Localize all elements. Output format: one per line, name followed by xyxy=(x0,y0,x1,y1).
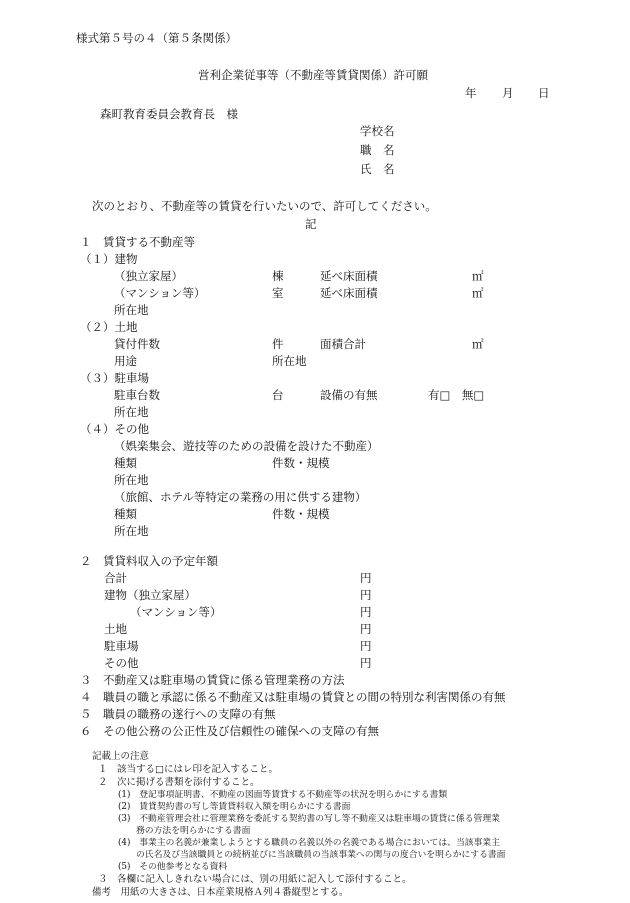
income-parking: 駐車場 xyxy=(104,639,139,653)
building-location: 所在地 xyxy=(114,303,149,317)
note-1: １ 該当する□にはレ印を記入すること。 xyxy=(98,764,278,775)
note-2-5: (5) その他参考となる資料 xyxy=(118,862,228,872)
building-mansion-m2: ㎡ xyxy=(472,286,484,300)
note-2-4a: (4) 事業主の名義が兼業しようとする職員の名義以外の名義である場合においては、当該事業主 xyxy=(118,838,500,848)
income-land-yen: 円 xyxy=(360,622,372,636)
other-b-scale: 件数・規模 xyxy=(272,507,330,521)
section-4: ４ 職員の職と承認に係る不動産又は駐車場の賃貸との間の特別な利害関係の有無 xyxy=(80,690,506,704)
income-mansion: （マンション等） xyxy=(130,605,222,619)
building-label: （１）建物 xyxy=(80,252,138,266)
land-count-unit: 件 xyxy=(272,337,284,351)
income-total-yen: 円 xyxy=(360,571,372,585)
other-a-type: 種類 xyxy=(114,456,137,470)
date-month: 月 xyxy=(502,86,514,100)
parking-facility: 設備の有無 xyxy=(320,388,378,402)
land-use: 用途 xyxy=(114,354,137,368)
applicant-school: 学校名 xyxy=(360,124,395,138)
building-detached-m2: ㎡ xyxy=(472,269,484,283)
notes-heading: 記載上の注意 xyxy=(92,751,150,762)
building-detached-area: 延べ床面積 xyxy=(320,269,378,283)
income-other-yen: 円 xyxy=(360,656,372,670)
income-mansion-yen: 円 xyxy=(360,605,372,619)
applicant-position: 職 名 xyxy=(360,143,395,157)
ki-mark: 記 xyxy=(305,217,317,231)
section-2-heading: ２ 賃貸料収入の予定年額 xyxy=(80,554,218,568)
other-b-desc: （旅館、ホテル等特定の業務の用に供する建物） xyxy=(114,490,367,504)
section-6: ６ その他公務の公正性及び信頼性の確保への支障の有無 xyxy=(80,724,379,738)
parking-count: 駐車台数 xyxy=(114,388,160,402)
income-other: その他 xyxy=(104,656,139,670)
land-count: 貸付件数 xyxy=(114,337,160,351)
note-2-3b: 務の方法を明らかにする書面 xyxy=(136,826,251,836)
income-building-yen: 円 xyxy=(360,588,372,602)
section-1-heading: １ 賃貸する不動産等 xyxy=(80,235,195,249)
land-area: 面積合計 xyxy=(320,337,366,351)
date-year: 年 xyxy=(465,86,477,100)
income-building: 建物（独立家屋） xyxy=(104,588,196,602)
building-mansion-area: 延べ床面積 xyxy=(320,286,378,300)
other-b-location: 所在地 xyxy=(114,524,149,538)
other-a-scale: 件数・規模 xyxy=(272,456,330,470)
building-mansion: （マンション等） xyxy=(114,286,206,300)
parking-count-unit: 台 xyxy=(272,388,284,402)
bikou: 備考 用紙の大きさは、日本産業規格Ａ列４番縦型とする。 xyxy=(92,887,349,898)
date-day: 日 xyxy=(538,86,550,100)
note-2-2: (2) 賃貸契約書の写し等賃貸料収入額を明らかにする書面 xyxy=(118,802,351,812)
land-location: 所在地 xyxy=(272,354,307,368)
parking-yesno-checkbox[interactable]: 有□ 無□ xyxy=(428,388,485,402)
building-detached: （独立家屋） xyxy=(114,269,183,283)
applicant-name: 氏 名 xyxy=(360,162,395,176)
section-5: ５ 職員の職務の遂行への支障の有無 xyxy=(80,707,276,721)
other-a-desc: （娯楽集会、遊技等のための設備を設けた不動産） xyxy=(114,439,379,453)
request-text: 次のとおり、不動産等の賃貸を行いたいので、許可してください。 xyxy=(92,199,437,213)
income-total: 合計 xyxy=(104,571,127,585)
section-3: ３ 不動産又は駐車場の賃貸に係る管理業務の方法 xyxy=(80,673,345,687)
other-label: （４）その他 xyxy=(80,422,149,436)
note-2: ２ 次に掲げる書類を添付すること。 xyxy=(98,777,260,788)
other-b-type: 種類 xyxy=(114,507,137,521)
note-2-1: (1) 登記事項証明書、不動産の図面等賃貸する不動産等の状況を明らかにする書類 xyxy=(118,790,448,800)
note-2-3a: (3) 不動産管理会社に管理業務を委託する契約書の写し等不動産又は駐車場の賃貸に係る管理業 xyxy=(118,814,500,824)
parking-location: 所在地 xyxy=(114,405,149,419)
land-m2: ㎡ xyxy=(472,337,484,351)
building-mansion-unit: 室 xyxy=(272,286,284,300)
note-2-4b: の氏名及び当該職員との続柄並びに当該職員の当該事業への関与の度合いを明らかにする書面 xyxy=(136,850,506,860)
income-parking-yen: 円 xyxy=(360,639,372,653)
building-detached-unit: 棟 xyxy=(272,269,284,283)
income-land: 土地 xyxy=(104,622,127,636)
note-3: ３ 各欄に記入しきれない場合には、別の用紙に記入して添付すること。 xyxy=(98,874,412,885)
land-label: （２）土地 xyxy=(80,320,138,334)
parking-label: （３）駐車場 xyxy=(80,371,149,385)
addressee: 森町教育委員会教育長 様 xyxy=(100,107,238,121)
form-number: 様式第５号の４（第５条関係） xyxy=(76,31,237,45)
other-a-location: 所在地 xyxy=(114,473,149,487)
page-title: 営利企業従事等（不動産等賃貸関係）許可願 xyxy=(198,68,428,82)
